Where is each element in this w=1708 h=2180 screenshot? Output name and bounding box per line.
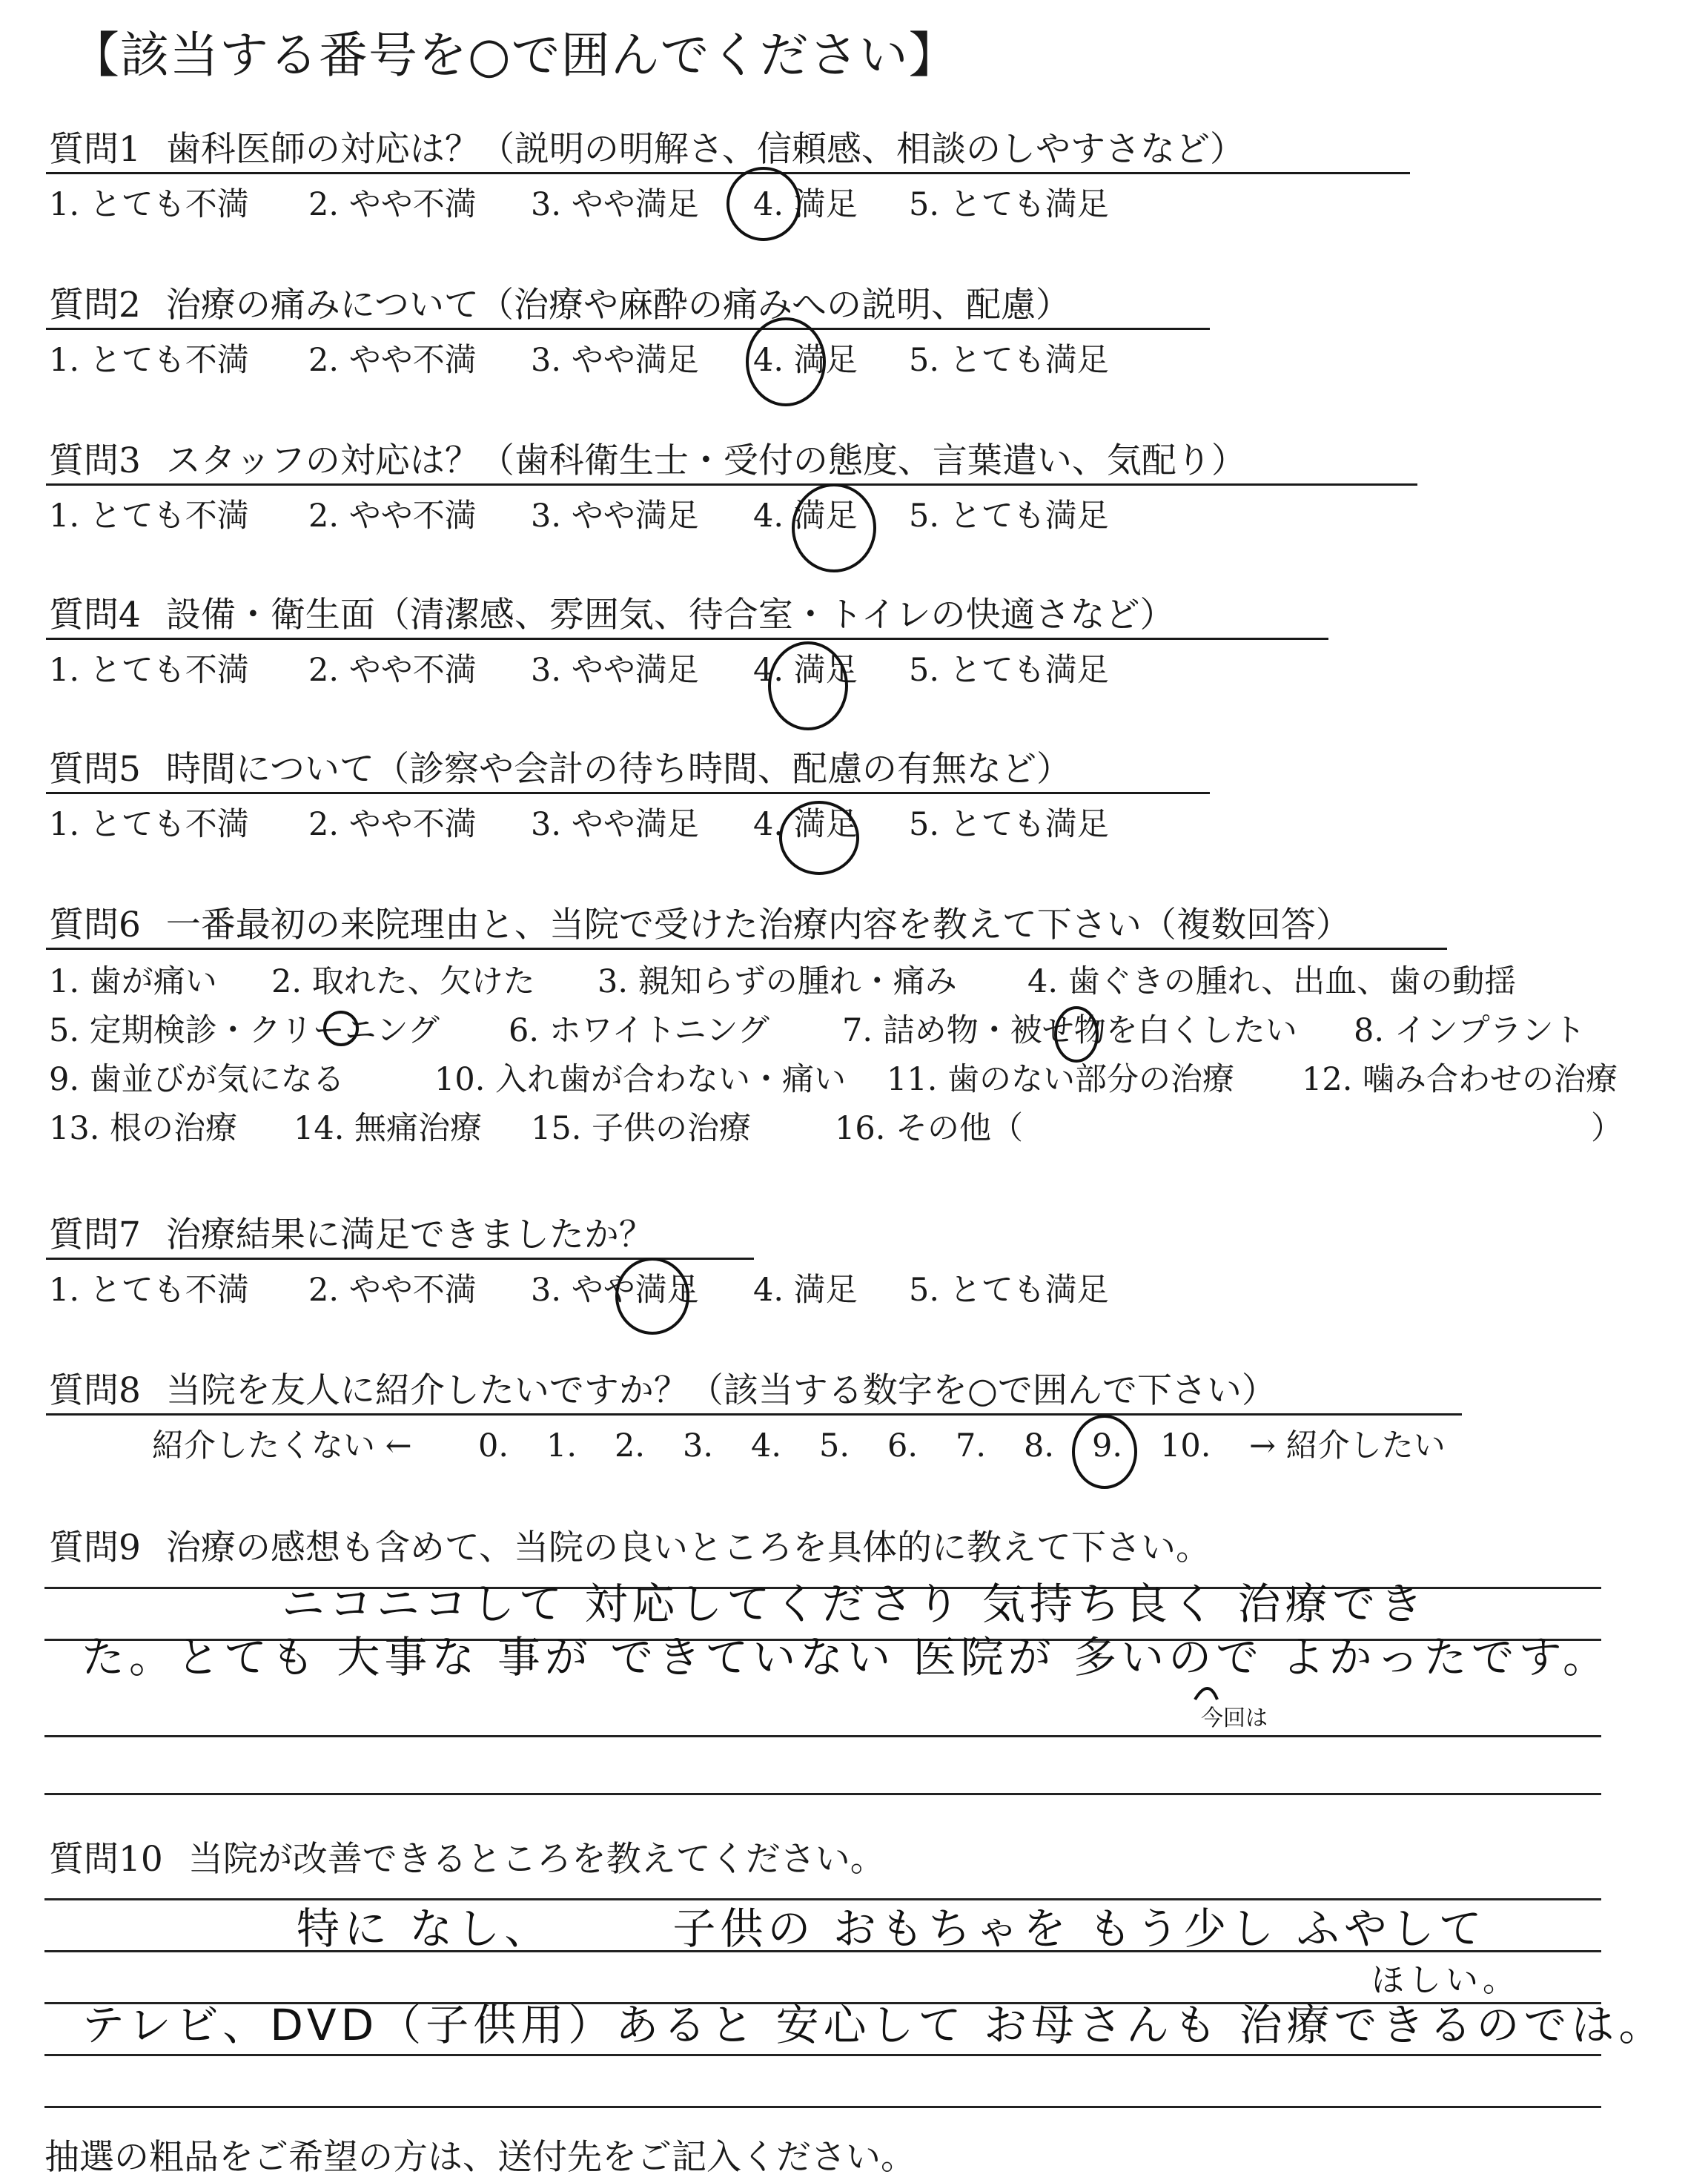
- scale-10[interactable]: 10.: [1160, 1427, 1211, 1464]
- scale-row: [152, 1425, 1486, 1467]
- option-1[interactable]: 1. 歯が痛い: [49, 963, 217, 1000]
- option-3[interactable]: 3. 親知らずの腫れ・痛み: [598, 963, 957, 1000]
- option-2[interactable]: 2. やや不満: [308, 652, 477, 689]
- question-text: 当院が改善できるところを教えてください。: [188, 1839, 885, 1880]
- option-row: [49, 1010, 1680, 1051]
- question-label: 質問5: [49, 749, 141, 790]
- handwritten-answer-line-1: ニコニコして 対応してくださり 気持ち良く 治療でき: [282, 1579, 1428, 1629]
- question-label: 質問2: [49, 285, 141, 326]
- scale-5[interactable]: 5.: [819, 1427, 850, 1464]
- scale-9[interactable]: 9.: [1092, 1427, 1123, 1464]
- option-4[interactable]: 4. 満足: [753, 498, 858, 535]
- scale-0[interactable]: 0.: [478, 1427, 509, 1464]
- question-underline: [46, 1258, 754, 1260]
- option-5[interactable]: 5. とても満足: [909, 342, 1109, 379]
- option-3[interactable]: 3. やや満足: [531, 498, 699, 535]
- option-11[interactable]: 11. 歯のない部分の治療: [887, 1061, 1235, 1098]
- option-6[interactable]: 6. ホワイトニング: [509, 1012, 769, 1049]
- question-text: 治療の痛みについて（治療や麻酔の痛みへの説明、配慮）: [165, 285, 1071, 326]
- option-14[interactable]: 14. 無痛治療: [294, 1110, 483, 1147]
- question-underline: [46, 483, 1417, 486]
- scale-right-label: → 紹介したい: [1249, 1427, 1446, 1464]
- q9-insert-caret: [1195, 1688, 1217, 1700]
- option-2[interactable]: 2. やや不満: [308, 186, 477, 223]
- question-label: 質問6: [49, 905, 141, 945]
- scale-1[interactable]: 1.: [546, 1427, 577, 1464]
- option-3[interactable]: 3. やや満足: [531, 652, 699, 689]
- question-label: 質問3: [49, 440, 141, 481]
- scale-7[interactable]: 7.: [956, 1427, 987, 1464]
- question-text: 歯科医師の対応は？（説明の明解さ、信頼感、相談のしやすさなど）: [165, 129, 1245, 170]
- option-5[interactable]: 5. とても満足: [909, 1272, 1109, 1309]
- scale-8[interactable]: 8.: [1024, 1427, 1055, 1464]
- handwritten-answer-line-1: 特に なし、 子供の おもちゃを もう少し ふやして: [297, 1903, 1486, 1954]
- option-1[interactable]: 1. とても不満: [49, 806, 249, 843]
- scale-3[interactable]: 3.: [683, 1427, 714, 1464]
- option-5[interactable]: 5. とても満足: [909, 498, 1109, 535]
- option-7[interactable]: 7. 詰め物・被せ物を白くしたい: [842, 1012, 1297, 1049]
- option-4[interactable]: 4. 満足: [753, 1272, 858, 1309]
- answer-line: [44, 1735, 1601, 1737]
- option-2[interactable]: 2. やや不満: [308, 342, 477, 379]
- other-close-paren: ）: [1591, 1110, 1623, 1147]
- question-underline: [46, 1413, 1462, 1416]
- question-label: 質問10: [49, 1839, 163, 1880]
- answer-line: [44, 2054, 1601, 2056]
- question-label: 質問8: [49, 1370, 141, 1411]
- option-5[interactable]: 5. とても満足: [909, 652, 1109, 689]
- question-underline: [46, 638, 1328, 640]
- option-4[interactable]: 4. 歯ぐきの腫れ、出血、歯の動揺: [1027, 963, 1517, 1000]
- option-1[interactable]: 1. とても不満: [49, 1272, 249, 1309]
- option-9[interactable]: 9. 歯並びが気になる: [49, 1061, 345, 1098]
- option-2[interactable]: 2. やや不満: [308, 498, 477, 535]
- option-1[interactable]: 1. とても不満: [49, 186, 249, 223]
- question-text: 時間について（診察や会計の待ち時間、配慮の有無など）: [165, 749, 1071, 790]
- handwritten-answer-line-3: テレビ、DVD（子供用）あると 安心して お母さんも 治療できるのでは。: [82, 2000, 1666, 2050]
- question-underline: [46, 172, 1410, 174]
- option-5[interactable]: 5. とても満足: [909, 186, 1109, 223]
- option-3[interactable]: 3. やや満足: [531, 1272, 699, 1309]
- option-8[interactable]: 8. インプラント: [1354, 1012, 1586, 1049]
- option-16[interactable]: 16. その他（: [835, 1110, 1024, 1147]
- answer-line: [44, 1898, 1601, 1900]
- question-text: 治療結果に満足できましたか？: [165, 1215, 654, 1255]
- question-text: 設備・衛生面（清潔感、雰囲気、待合室・トイレの快適さなど）: [165, 595, 1175, 635]
- option-row: [49, 1059, 1680, 1100]
- question-label: 質問1: [49, 129, 141, 170]
- footer-note: 抽選の粗品をご希望の方は、送付先をご記入ください。: [44, 2137, 916, 2178]
- page-title: 【該当する番号を○で囲んでください】: [70, 27, 959, 84]
- option-row: [49, 961, 1680, 1003]
- option-5[interactable]: 5. 定期検診・クリーニング: [49, 1012, 440, 1049]
- option-4[interactable]: 4. 満足: [753, 652, 858, 689]
- option-2[interactable]: 2. やや不満: [308, 1272, 477, 1309]
- handwritten-answer-line-2: た。とても 大事な 事が できていない 医院が 多いので よかったです。: [82, 1632, 1610, 1682]
- option-15[interactable]: 15. 子供の治療: [531, 1110, 752, 1147]
- option-3[interactable]: 3. やや満足: [531, 342, 699, 379]
- handwritten-answer-line-2: ほしい。: [1371, 1961, 1520, 1999]
- option-3[interactable]: 3. やや満足: [531, 186, 699, 223]
- option-row: [49, 1108, 1680, 1149]
- question-text: 治療の感想も含めて、当院の良いところを具体的に教えて下さい。: [165, 1527, 1211, 1568]
- option-10[interactable]: 10. 入れ歯が合わない・痛い: [434, 1061, 847, 1098]
- question-underline: [46, 328, 1210, 330]
- question-text: 一番最初の来院理由と、当院で受けた治療内容を教えて下さい（複数回答）: [165, 905, 1351, 945]
- option-1[interactable]: 1. とても不満: [49, 652, 249, 689]
- handwritten-insert-note: 今回は: [1201, 1705, 1268, 1731]
- question-label: 質問9: [49, 1527, 141, 1568]
- option-2[interactable]: 2. やや不満: [308, 806, 477, 843]
- option-13[interactable]: 13. 根の治療: [49, 1110, 238, 1147]
- scale-4[interactable]: 4.: [751, 1427, 782, 1464]
- question-underline: [46, 792, 1210, 794]
- question-label: 質問4: [49, 595, 141, 635]
- option-5[interactable]: 5. とても満足: [909, 806, 1109, 843]
- question-text: スタッフの対応は？（歯科衛生士・受付の態度、言葉遣い、気配り）: [165, 440, 1246, 481]
- question-text: 当院を友人に紹介したいですか？（該当する数字を○で囲んで下さい）: [165, 1370, 1277, 1411]
- answer-line: [44, 2106, 1601, 2108]
- scale-6[interactable]: 6.: [887, 1427, 918, 1464]
- answer-line: [44, 1793, 1601, 1795]
- option-1[interactable]: 1. とても不満: [49, 498, 249, 535]
- question-label: 質問7: [49, 1215, 141, 1255]
- scale-left-label: 紹介したくない ←: [152, 1427, 412, 1464]
- scale-2[interactable]: 2.: [615, 1427, 646, 1464]
- option-2[interactable]: 2. 取れた、欠けた: [271, 963, 535, 1000]
- option-4[interactable]: 4. 満足: [753, 186, 858, 223]
- option-1[interactable]: 1. とても不満: [49, 342, 249, 379]
- option-3[interactable]: 3. やや満足: [531, 806, 699, 843]
- option-4[interactable]: 4. 満足: [753, 806, 858, 843]
- option-4[interactable]: 4. 満足: [753, 342, 858, 379]
- option-12[interactable]: 12. 噛み合わせの治療: [1302, 1061, 1618, 1098]
- question-underline: [46, 948, 1447, 950]
